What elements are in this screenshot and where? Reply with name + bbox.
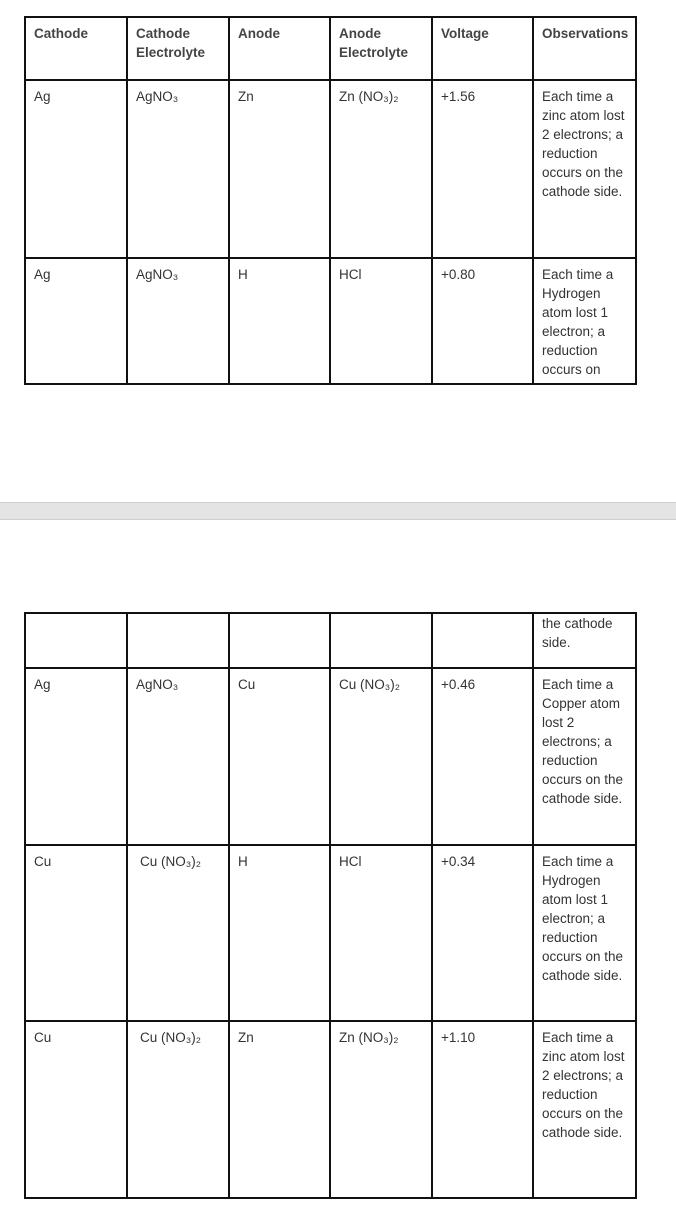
cell-anode-electrolyte: Zn (NO₃)₂	[330, 80, 432, 258]
cell-cathode: Ag	[25, 258, 127, 384]
cell-anode: H	[229, 845, 330, 1021]
header-observations: Observations	[533, 17, 636, 80]
cell-empty	[25, 613, 127, 668]
cell-observations: Each time a Hydrogen atom lost 1 electron; a reduction occurs on the cathode side.	[533, 845, 636, 1021]
cell-observations: Each time a Copper atom lost 2 electrons; a reduction occurs on the cathode side.	[533, 668, 636, 845]
header-cathode-electrolyte: Cathode Electrolyte	[127, 17, 229, 80]
continuation-row	[25, 613, 636, 668]
header-cathode: Cathode	[25, 17, 127, 80]
cell-anode: Zn	[229, 1021, 330, 1198]
header-voltage: Voltage	[432, 17, 533, 80]
cell-cathode-electrolyte: AgNO₃	[127, 80, 229, 258]
cell-voltage: +1.56	[432, 80, 533, 258]
cell-voltage: +0.46	[432, 668, 533, 845]
cell-cathode: Cu	[25, 1021, 127, 1198]
cell-anode: Cu	[229, 668, 330, 845]
table-row	[25, 1021, 636, 1198]
results-table-page-1	[24, 16, 637, 385]
cell-cathode: Cu	[25, 845, 127, 1021]
table-row	[25, 258, 636, 384]
page-separator	[0, 502, 676, 520]
table-row	[25, 668, 636, 845]
table-header-row	[25, 17, 636, 80]
header-anode: Anode	[229, 17, 330, 80]
cell-cathode-electrolyte: Cu (NO₃)₂	[127, 1021, 229, 1198]
cell-cathode-electrolyte: AgNO₃	[127, 668, 229, 845]
cell-observations-continued: the cathode side.	[533, 613, 636, 668]
table-row	[25, 80, 636, 258]
cell-cathode: Ag	[25, 80, 127, 258]
cell-cathode-electrolyte: Cu (NO₃)₂	[127, 845, 229, 1021]
cell-anode: Zn	[229, 80, 330, 258]
results-table-page-2	[24, 612, 637, 1199]
cell-voltage: +0.34	[432, 845, 533, 1021]
cell-observations: Each time a zinc atom lost 2 electrons; a reduction occurs on the cathode side.	[533, 1021, 636, 1198]
header-anode-electrolyte: Anode Electrolyte	[330, 17, 432, 80]
cell-anode-electrolyte: Zn (NO₃)₂	[330, 1021, 432, 1198]
cell-observations: Each time a Hydrogen atom lost 1 electron; a reduction occurs on	[533, 258, 636, 384]
cell-anode-electrolyte: HCl	[330, 258, 432, 384]
cell-observations: Each time a zinc atom lost 2 electrons; a reduction occurs on the cathode side.	[533, 80, 636, 258]
cell-empty	[229, 613, 330, 668]
cell-cathode: Ag	[25, 668, 127, 845]
cell-voltage: +1.10	[432, 1021, 533, 1198]
cell-voltage: +0.80	[432, 258, 533, 384]
cell-anode-electrolyte: HCl	[330, 845, 432, 1021]
cell-empty	[127, 613, 229, 668]
cell-anode: H	[229, 258, 330, 384]
table-row	[25, 845, 636, 1021]
cell-empty	[330, 613, 432, 668]
cell-anode-electrolyte: Cu (NO₃)₂	[330, 668, 432, 845]
cell-empty	[432, 613, 533, 668]
cell-cathode-electrolyte: AgNO₃	[127, 258, 229, 384]
